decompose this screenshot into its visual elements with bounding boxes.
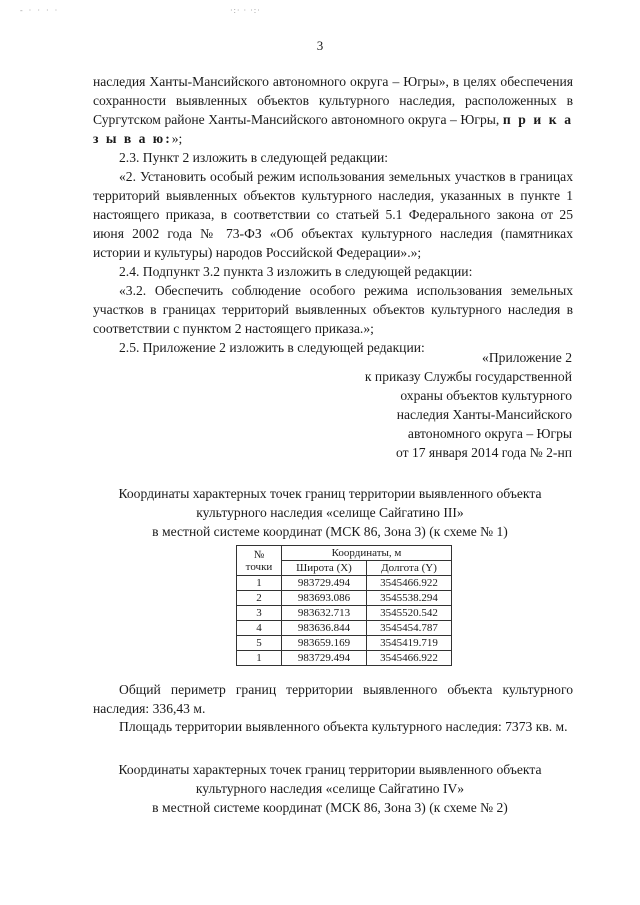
header-coordinates: Координаты, м — [282, 546, 452, 561]
table-row: 2 983693.086 3545538.294 — [237, 591, 452, 606]
annex-block — [330, 348, 572, 462]
annex-line: от 17 января 2014 года № 2-нп — [395, 445, 572, 460]
document-body — [93, 72, 573, 357]
annex-line: охраны объектов культурного — [400, 388, 572, 403]
paragraph: 2.4. Подпункт 3.2 пункта 3 изложить в следующей редакции: — [119, 264, 473, 279]
annex-line: автономного округа – Югры — [407, 426, 572, 441]
section-heading-1: Координаты характерных точек границ территории выявленного объекта культурного наследия «селище Сайгатино III» в местной системе координат (МСК 86, Зона 3) (к схеме № 1) — [118, 486, 542, 539]
coordinates-table — [236, 545, 452, 666]
table-row: 3 983632.713 3545520.542 — [237, 606, 452, 621]
annex-line: к приказу Службы государственной — [364, 369, 572, 384]
paragraph: наследия Ханты-Мансийского автономного округа – Югры», в целях обеспечения сохранности выявленных объектов культурного наследия, расположенных в Сургутском районе Ханты-Мансийского автономного округа – Югры, п р и к а з ы в а ю:»; — [93, 74, 573, 146]
table-row: 1 983729.494 3545466.922 — [237, 576, 452, 591]
paragraph: 2.3. Пункт 2 изложить в следующей редакции: — [119, 150, 389, 165]
paragraph: 2.5. Приложение 2 изложить в следующей редакции: — [119, 340, 425, 355]
table-row: 5 983659.169 3545419.719 — [237, 636, 452, 651]
annex-line: «Приложение 2 — [482, 350, 572, 365]
table-row: 1 983729.494 3545466.922 — [237, 651, 452, 666]
paragraph: «2. Установить особый режим использования земельных участков в границах территорий выявленных объектов культурного наследия, указанных в пункте 1 настоящего приказа, в соответствии со статьей 5.1 Федерального закона от 25 июня 2002 года № 73-ФЗ «Об объектах культурного наследия (памятниках истории и культуры) народов Российской Федерации».»; — [93, 169, 573, 260]
perimeter-text: Общий периметр границ территории выявленного объекта культурного наследия: 336,43 м. — [93, 682, 573, 716]
header-x: Широта (X) — [282, 561, 367, 576]
order-word: п р и к а з ы в а ю: — [93, 112, 573, 146]
section-heading-2: Координаты характерных точек границ территории выявленного объекта культурного наследия «селище Сайгатино IV» в местной системе координат (МСК 86, Зона 3) (к схеме № 2) — [118, 762, 542, 815]
page-number: 3 — [316, 38, 324, 53]
scan-artifact: ·:· · ·:· — [230, 6, 261, 15]
paragraph: «3.2. Обеспечить соблюдение особого режима использования земельных участков в границах территорий выявленных объектов культурного наследия в соответствии с пунктом 2 настоящего приказа.»; — [93, 283, 573, 336]
area-text: Площадь территории выявленного объекта культурного наследия: 7373 кв. м. — [119, 719, 568, 734]
header-y: Долгота (Y) — [367, 561, 452, 576]
header-point-number: № точки — [237, 546, 282, 576]
annex-line: наследия Ханты-Мансийского — [396, 407, 572, 422]
scan-artifact: - · · · · — [20, 6, 60, 15]
table-row: 4 983636.844 3545454.787 — [237, 621, 452, 636]
